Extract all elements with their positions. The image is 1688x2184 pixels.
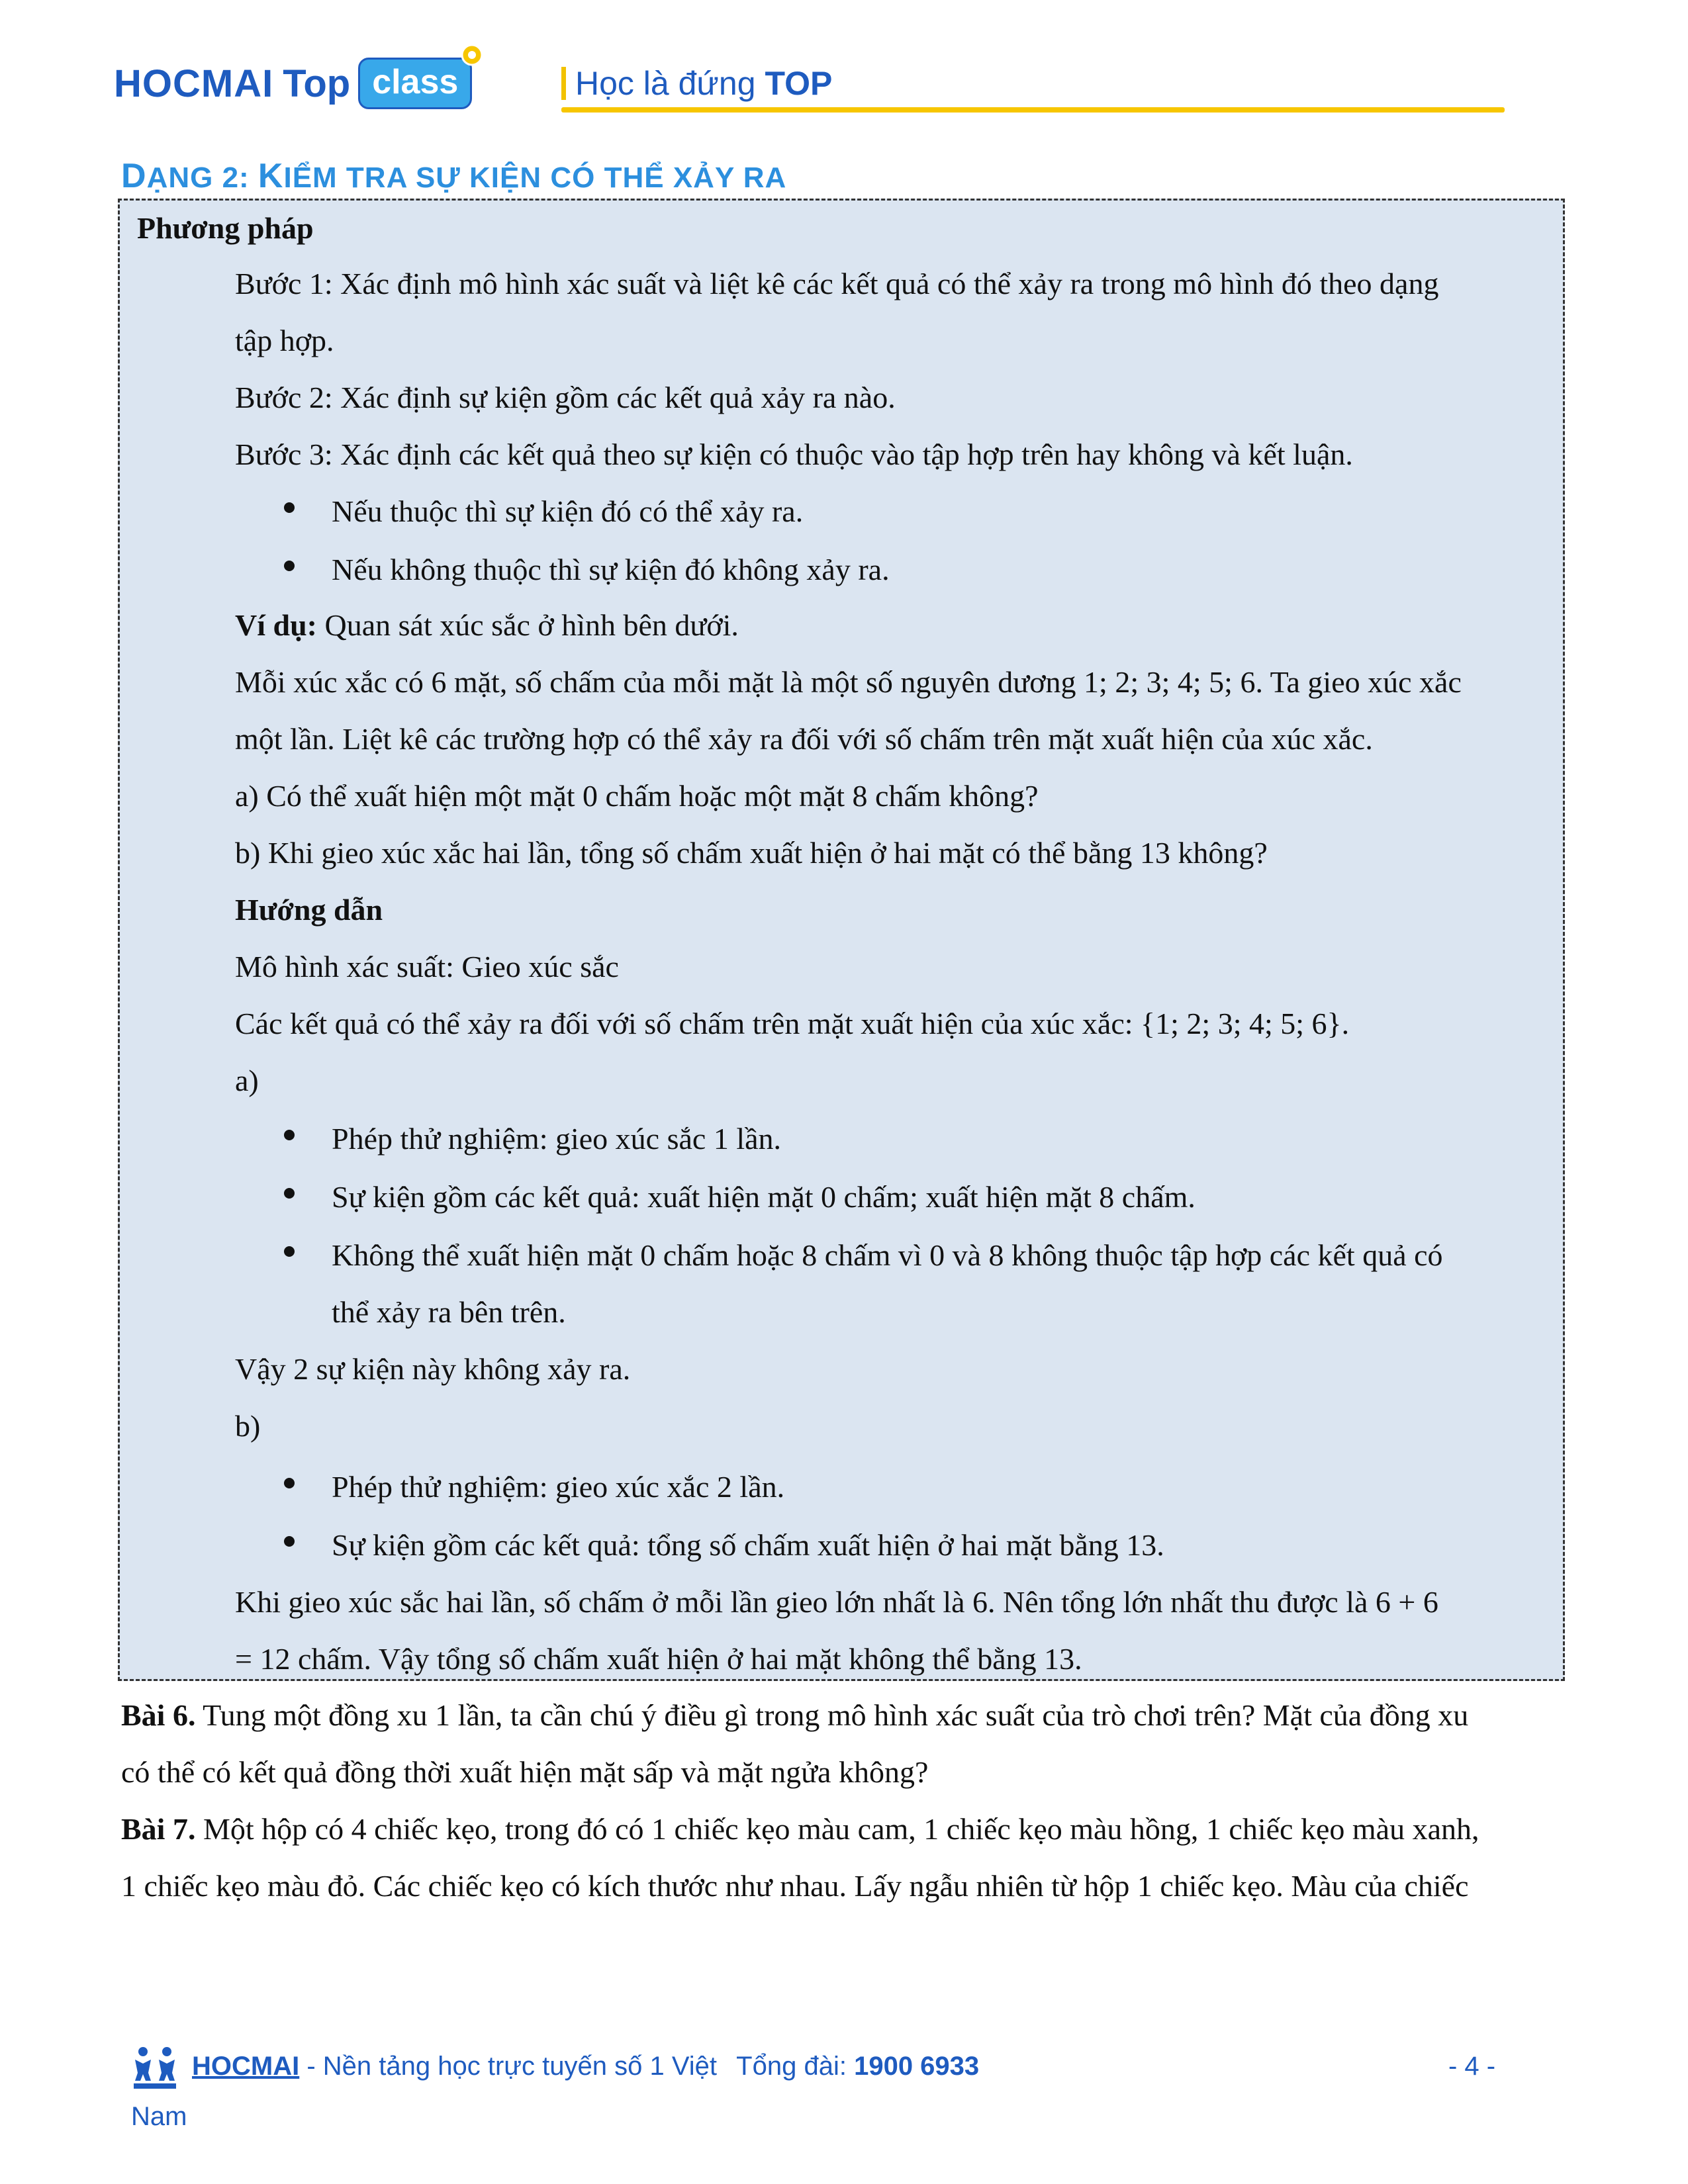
bullet-icon: [284, 1536, 295, 1547]
method-bullet-1: Nếu thuộc thì sự kiện đó có thể xảy ra.: [332, 494, 804, 528]
part-a-bullet-1: Phép thử nghiệm: gieo xúc sắc 1 lần.: [332, 1122, 782, 1156]
bullet-icon: [284, 502, 295, 513]
step-1-line-2: tập hợp.: [235, 324, 334, 357]
bullet-icon: [284, 561, 295, 571]
bullet-icon: [284, 1246, 295, 1257]
example-line: [235, 606, 739, 645]
page-footer: [0, 2038, 1688, 2184]
method-bullet-2: Nếu không thuộc thì sự kiện đó không xảy ra.: [332, 553, 890, 586]
part-a-bullet-2: Sự kiện gồm các kết quả: xuất hiện mặt 0 chấm; xuất hiện mặt 8 chấm.: [332, 1180, 1196, 1214]
bullet-icon: [284, 1130, 295, 1140]
part-b-label: b): [235, 1409, 261, 1443]
part-b-line-1: Khi gieo xúc sắc hai lần, số chấm ở mỗi lần gieo lớn nhất là 6. Nên tổng lớn nhất thu được là 6 + 6: [235, 1585, 1438, 1619]
title-initial-k: K: [258, 157, 284, 195]
outcomes-line: Các kết quả có thể xảy ra đối với số chấm trên mặt xuất hiện của xúc xắc: {1; 2; 3; 4; 5; 6}.: [235, 1007, 1350, 1040]
header-underline: [561, 107, 1505, 113]
footer-phone: [736, 2052, 979, 2081]
part-a-conclusion: Vậy 2 sự kiện này không xảy ra.: [235, 1352, 631, 1386]
hocmai-people-icon: [131, 2044, 179, 2090]
logo-hocmai-text: HOCMAI: [114, 62, 274, 105]
example-line-1: Mỗi xúc xắc có 6 mặt, số chấm của mỗi mặt là một số nguyên dương 1; 2; 3; 4; 5; 6. Ta gieo xúc xắc: [235, 665, 1462, 699]
example-question-b: b) Khi gieo xúc xắc hai lần, tổng số chấm xuất hiện ở hai mặt có thể bằng 13 không?: [235, 836, 1268, 870]
part-b-line-2: = 12 chấm. Vậy tổng số chấm xuất hiện ở hai mặt không thể bằng 13.: [235, 1642, 1082, 1676]
part-b-bullet-1: Phép thử nghiệm: gieo xúc xắc 2 lần.: [332, 1470, 785, 1504]
method-box: [118, 199, 1565, 1681]
example-label: Ví dụ:: [235, 608, 317, 642]
step-2: Bước 2: Xác định sự kiện gồm các kết quả xảy ra nào.: [235, 381, 896, 414]
method-heading: Phương pháp: [137, 211, 314, 245]
page-header: [0, 0, 1688, 119]
page-number: - 4 -: [1448, 2052, 1496, 2081]
exercise-6-line-2: có thể có kết quả đồng thời xuất hiện mặt sấp và mặt ngửa không?: [121, 1755, 929, 1789]
footer-phone-number: 1900 6933: [854, 2052, 980, 2081]
bullet-icon: [284, 1478, 295, 1488]
exercise-6-line-1: [121, 1696, 1468, 1735]
footer-phone-label: Tổng đài:: [736, 2052, 847, 2081]
exercise-7-line-1: [121, 1809, 1479, 1849]
exercise-7-text: Một hộp có 4 chiếc kẹo, trong đó có 1 chiếc kẹo màu cam, 1 chiếc kẹo màu hồng, 1 chiếc kẹo màu xanh,: [195, 1812, 1479, 1846]
footer-brand-link[interactable]: HOCMAI: [192, 2052, 300, 2081]
exercise-7-label: Bài 7.: [121, 1812, 196, 1846]
bullet-icon: [284, 1188, 295, 1199]
step-1-line-1: Bước 1: Xác định mô hình xác suất và liệt kê các kết quả có thể xảy ra trong mô hình đó theo dạng: [235, 267, 1439, 300]
example-line-2: một lần. Liệt kê các trường hợp có thể xảy ra đối với số chấm trên mặt xuất hiện của xúc xắc.: [235, 722, 1373, 756]
tagline-top: TOP: [765, 65, 833, 102]
logo-class-text: class: [372, 63, 459, 101]
title-part-2: IỂM TRA SỰ KIỆN CÓ THỂ XẢY RA: [283, 161, 787, 194]
footer-tagline: - Nền tảng học trực tuyến số 1 Việt: [299, 2052, 718, 2081]
tagline-divider: [561, 67, 566, 100]
step-3: Bước 3: Xác định các kết quả theo sự kiện có thuộc vào tập hợp trên hay không và kết luận.: [235, 437, 1353, 471]
tagline-text: Học là đứng: [575, 65, 756, 102]
footer-nam: Nam: [131, 2102, 187, 2131]
footer-text: [192, 2052, 979, 2081]
logo-top-text: Top: [283, 62, 351, 105]
example-text: Quan sát xúc sắc ở hình bên dưới.: [316, 608, 739, 642]
part-a-bullet-3-line-2: thể xảy ra bên trên.: [332, 1295, 566, 1329]
header-tagline: [561, 57, 832, 110]
hocmai-topclass-logo: [114, 57, 472, 110]
star-icon: [461, 44, 483, 66]
example-question-a: a) Có thể xuất hiện một mặt 0 chấm hoặc một mặt 8 chấm không?: [235, 779, 1039, 813]
exercise-7-line-2: 1 chiếc kẹo màu đỏ. Các chiếc kẹo có kích thước như nhau. Lấy ngẫu nhiên từ hộp 1 chiếc kẹo. Màu của chiếc: [121, 1869, 1469, 1903]
part-a-label: a): [235, 1064, 259, 1097]
exercise-6-text: Tung một đồng xu 1 lần, ta cần chú ý điều gì trong mô hình xác suất của trò chơi trên? Mặt của đồng xu: [195, 1698, 1469, 1732]
logo-class-badge: [358, 58, 472, 109]
model-line: Mô hình xác suất: Gieo xúc sắc: [235, 950, 619, 983]
section-title: [121, 156, 786, 196]
title-part-1: ẠNG 2:: [146, 161, 258, 194]
part-b-bullet-2: Sự kiện gồm các kết quả: tổng số chấm xuất hiện ở hai mặt bằng 13.: [332, 1528, 1164, 1562]
title-initial-d: D: [121, 157, 147, 195]
exercise-6-label: Bài 6.: [121, 1698, 196, 1732]
part-a-bullet-3-line-1: Không thể xuất hiện mặt 0 chấm hoặc 8 chấm vì 0 và 8 không thuộc tập hợp các kết quả có: [332, 1238, 1443, 1272]
guide-heading: Hướng dẫn: [235, 893, 383, 927]
